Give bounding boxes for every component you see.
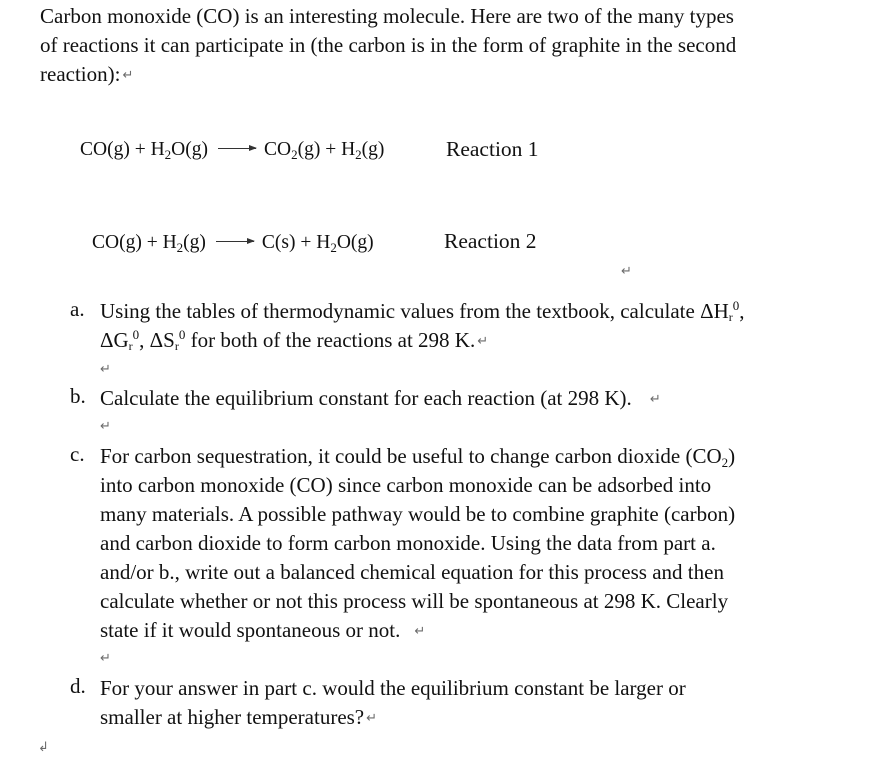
- question-b-letter: b.: [70, 384, 86, 408]
- reaction-1-equation: $CO(g) + H_2O(g) CO_2(g) + H_2(g)$: [80, 139, 385, 162]
- paragraph-mark-icon: ↵: [649, 392, 661, 407]
- paragraph-mark-icon: ↵: [414, 624, 426, 639]
- question-a-text: Using the tables of thermodynamic values from the textbook, calculate ΔHr$^0$, ΔGr$^0$, ΔSr$^0$ for both of the reactions at 298 K. ↵: [100, 298, 745, 353]
- end-of-cell-mark-icon: ↲: [38, 740, 49, 755]
- reaction-1-label: Reaction 1: [446, 137, 539, 161]
- paragraph-mark-icon: ↵: [366, 711, 378, 726]
- reaction-arrow-icon: [218, 148, 256, 149]
- intro-line-3: reaction): ↵: [40, 62, 134, 86]
- question-b-text: Calculate the equilibrium constant for each reaction (at 298 K). ↵: [100, 386, 661, 410]
- intro-paragraph: [40, 2, 830, 90]
- question-d-text: For your answer in part c. would the equilibrium constant be larger or smaller at higher temperatures? ↵: [100, 676, 686, 729]
- question-c-letter: c.: [70, 442, 85, 466]
- paragraph-mark-icon: ↵: [100, 362, 111, 377]
- paragraph-mark-icon: ↵: [621, 264, 632, 279]
- question-c-text: For carbon sequestration, it could be useful to change carbon dioxide $(CO_2)$ into carbon monoxide (CO) since carbon monoxide can be adsorbed into many materials. A possible pathway would be to combine graphite (carbon) and carbon dioxide to form carbon monoxide. Using the data from part a. and/or b., write out a balanced chemical equation for this process and then calculate whether or not this process will be spontaneous at 298 K. Clearly state if it would spontaneous or not. ↵: [100, 444, 736, 642]
- paragraph-mark-icon: ↵: [122, 68, 134, 83]
- paragraph-mark-icon: ↵: [477, 334, 489, 349]
- question-d-letter: d.: [70, 674, 86, 698]
- reaction-2-equation: $CO(g) + H_2(g) C(s) + H_2O(g)$: [92, 232, 374, 255]
- intro-line-1: Carbon monoxide (CO) is an interesting molecule. Here are two of the many types: [40, 4, 734, 28]
- paragraph-mark-icon: ↵: [100, 651, 111, 666]
- question-a-letter: a.: [70, 297, 85, 321]
- intro-line-2: of reactions it can participate in (the carbon is in the form of graphite in the second: [40, 33, 737, 57]
- reaction-arrow-icon: [216, 241, 254, 242]
- paragraph-mark-icon: ↵: [100, 419, 111, 434]
- reaction-2-label: Reaction 2: [444, 229, 537, 253]
